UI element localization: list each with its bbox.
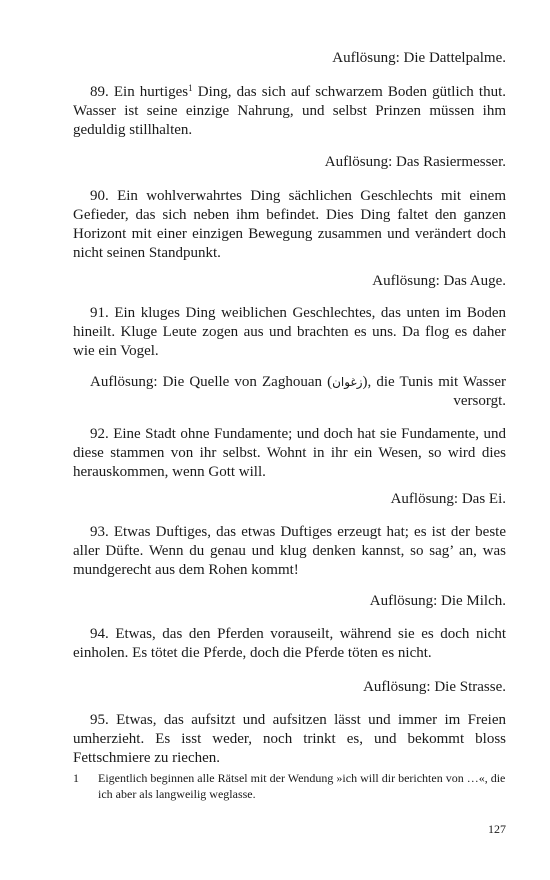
footnote-reference: 1	[188, 83, 193, 93]
footnote-text: Eigentlich beginnen alle Rätsel mit der Wendung »ich will dir berichten von …«, die ich aber als langweilig weglasse.	[98, 771, 506, 801]
answer-91-text-end: ), die Tunis mit Wasser versorgt.	[362, 374, 506, 409]
answer-91-text-start: Auflösung: Die Quelle von Zaghouan (	[90, 374, 333, 390]
answer-93: Auflösung: Die Milch.	[369, 593, 506, 609]
riddle-93: 93. Etwas Duftiges, das etwas Duftiges erzeugt hat; es ist der beste aller Düfte. Wenn du genau und klug denken kannst, so sag’ an, was mundgerecht aus dem Rohen kommt!	[73, 524, 506, 578]
riddle-90: 90. Ein wohlverwahrtes Ding sächlichen Geschlechts mit einem Gefieder, das sich neben ihm befindet. Dies Ding faltet den ganzen Horizont mit einer einzigen Bewegung zusammen und verändert doch nicht seinen Standpunkt.	[73, 188, 506, 261]
footnote-number: 1	[73, 771, 79, 785]
riddle-95: 95. Etwas, das aufsitzt und aufsitzen lässt und immer im Freien umherzieht. Es isst weder, noch trinkt es, und bekommt bloss Fettschmiere zu riechen.	[73, 712, 506, 766]
riddle-94: 94. Etwas, das den Pferden vorauseilt, während sie es doch nicht einholen. Es tötet die Pferde, doch die Pferde töten es nicht.	[73, 626, 506, 661]
riddle-91: 91. Ein kluges Ding weiblichen Geschlechtes, das unten im Boden hineilt. Kluge Leute zogen aus und brachten es uns. Da flog es daher wie ein Vogel.	[73, 305, 506, 359]
riddle-92: 92. Eine Stadt ohne Fundamente; und doch hat sie Fundamente, und diese stammen von ihr selbst. Wohnt in ihr ein Wesen, so wird dies herauskommen, wenn Gott will.	[73, 426, 506, 480]
riddle-89-text-end: Ding, das sich auf schwarzem Boden gütlich thut. Wasser ist seine einzige Nahrung, und selbst Prinzen müssen ihm geduldig stillhalten.	[73, 84, 506, 138]
answer-94: Auflösung: Die Strasse.	[363, 679, 506, 695]
answer-88: Auflösung: Die Dattelpalme.	[332, 50, 506, 66]
riddle-89	[73, 83, 506, 140]
answer-91	[73, 373, 506, 411]
answer-89: Auflösung: Das Rasiermesser.	[324, 154, 506, 170]
answer-90: Auflösung: Das Auge.	[372, 273, 506, 289]
riddle-89-text-start: 89. Ein hurtiges	[90, 84, 189, 100]
footnote	[73, 770, 506, 802]
arabic-place-name: زغوان	[332, 375, 363, 389]
answer-92: Auflösung: Das Ei.	[390, 491, 506, 507]
page-number: 127	[488, 822, 506, 836]
